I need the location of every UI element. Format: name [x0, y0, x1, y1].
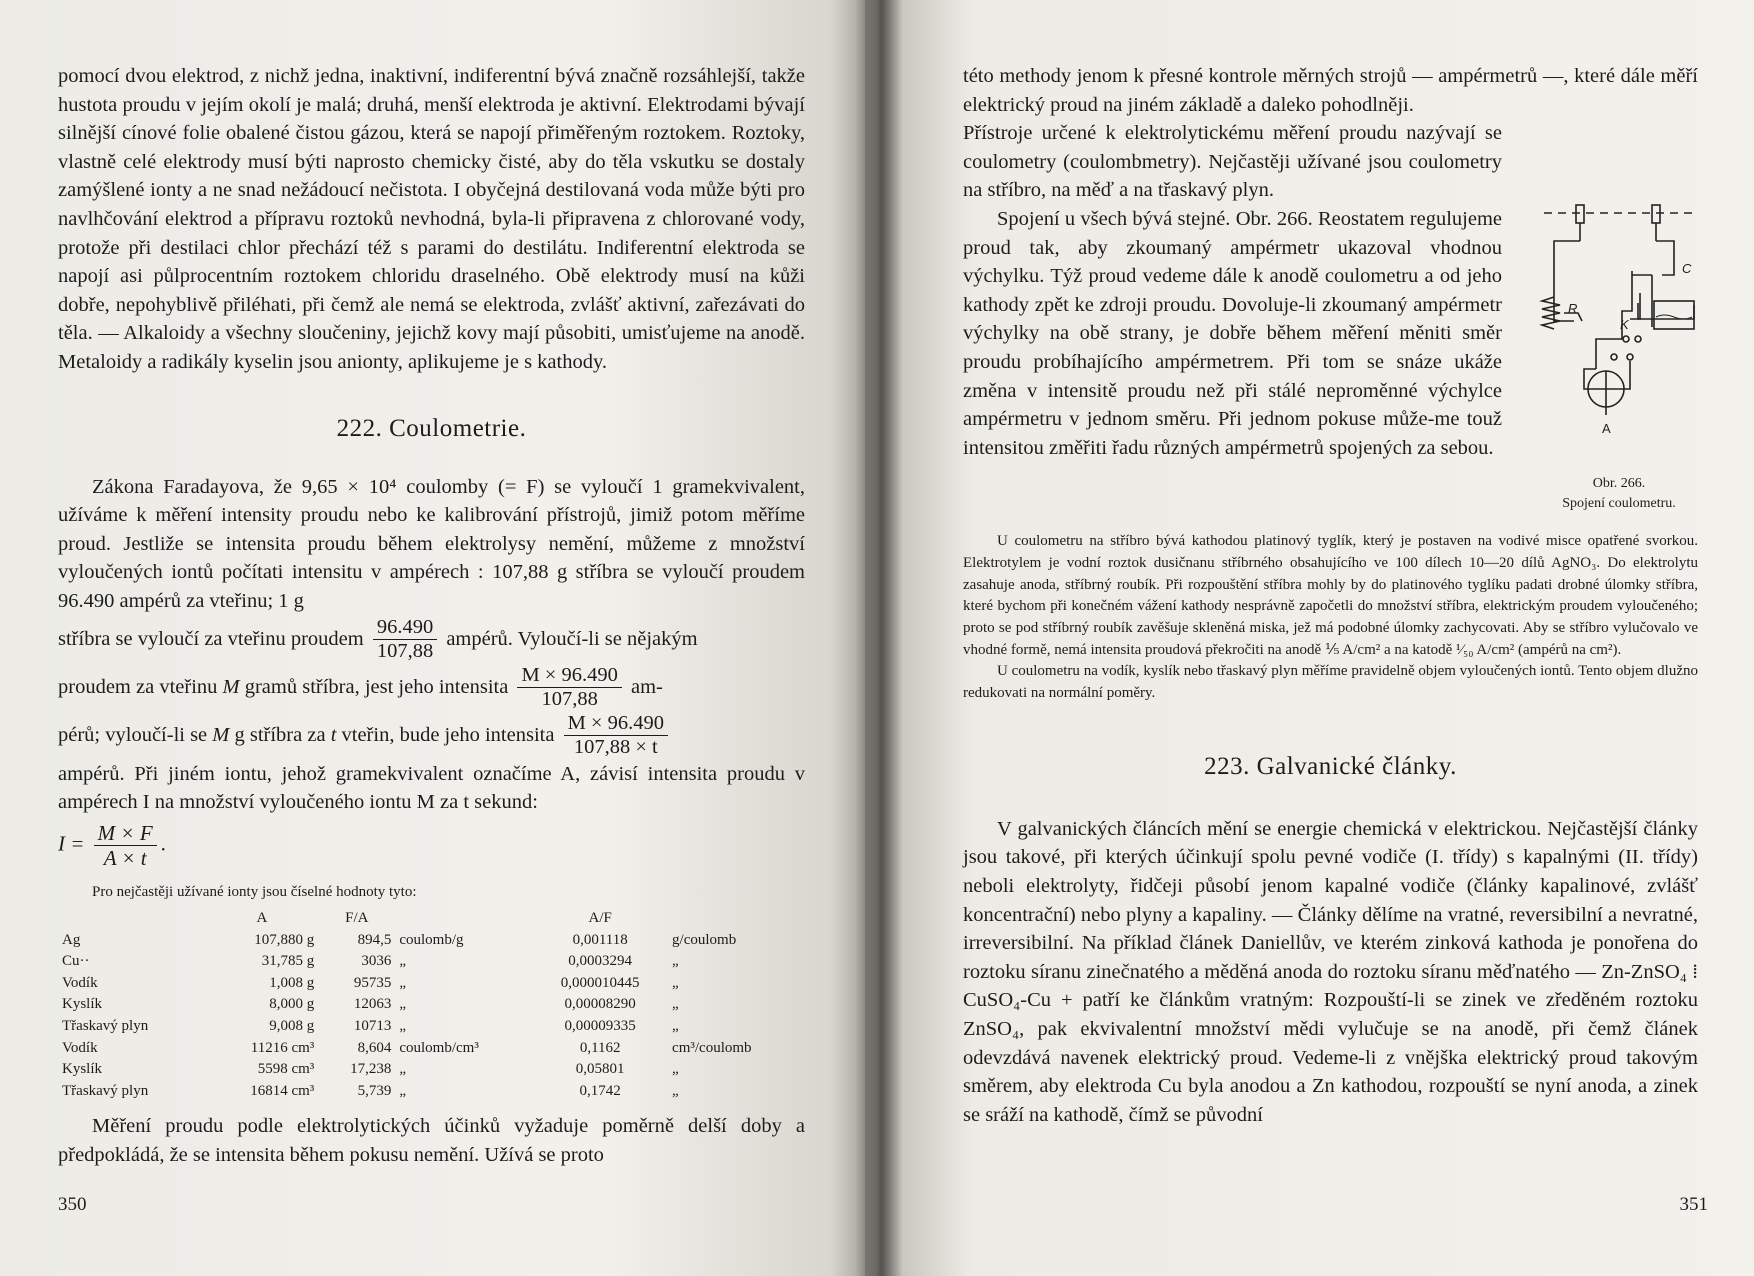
table-cell: Třaskavý plyn — [62, 1018, 149, 1035]
page-number-left: 350 — [58, 1194, 87, 1215]
label-K: K — [1620, 317, 1629, 333]
table-cell: Kyslík — [62, 1061, 103, 1078]
table-cell: 8,000 g — [269, 996, 315, 1013]
table-cell: coulomb/cm³ — [399, 1039, 479, 1056]
page-number-right: 351 — [1679, 1194, 1708, 1215]
table-cell: 0,0003294 — [568, 953, 633, 970]
small-print-notes — [963, 531, 1698, 705]
table-cell: 0,1742 — [579, 1082, 621, 1099]
left-paragraph-4: Měření proudu podle elektrolytických účinků vyžaduje poměrně delší doby a předpokládá, že se intensita během pokusu nemění. Užívá se proto — [58, 1115, 805, 1166]
table-cell: Vodík — [62, 1039, 98, 1056]
table-row — [58, 930, 805, 952]
table-cell: 5,739 — [357, 1082, 392, 1099]
section-heading-223: 223. Galvanické články. — [1204, 752, 1457, 780]
right-paragraph-1-top: této methody jenom k přesné kontrole měrných strojů — ampérmetrů —, které dále měří elektrický proud na jiném základě a daleko pohodlněji. — [963, 65, 1698, 116]
table-cell: 95735 — [353, 974, 392, 991]
figure-266 — [1524, 201, 1714, 513]
table-header-row: A F/A A/F — [256, 910, 612, 927]
table-cell: g/coulomb — [672, 931, 737, 948]
table-cell: „ — [672, 996, 679, 1013]
table-cell: 31,785 g — [261, 953, 315, 970]
right-paragraph-1-rest: Přístroje určené k elektrolytickému měření proudu nazývají se coulometry (coulombmetry). Nejčastěji užívané jsou coulometry na stříbro, na měď a na třaskavý plyn. — [963, 122, 1502, 202]
table-row — [58, 951, 805, 973]
table-cell: Cu·· — [62, 953, 90, 970]
table-cell: Kyslík — [62, 996, 103, 1013]
table-cell: 10713 — [353, 1018, 392, 1035]
table-cell: „ — [672, 1018, 679, 1035]
coulometer-circuit-diagram — [1534, 201, 1704, 451]
figure-caption-title: Obr. 266. — [1592, 476, 1646, 492]
table-cell: coulomb/g — [399, 931, 464, 948]
left-paragraph-3: ampérů. Při jiném iontu, jehož gramekvivalent označíme A, závisí intensita proudu v ampérech I na množství vyloučeného iontu M za t sekund: — [58, 762, 805, 814]
table-intro: Pro nejčastěji užívané ionty jsou číselné hodnoty tyto: — [92, 884, 417, 901]
table-row — [58, 1016, 805, 1038]
table-cell: 9,008 g — [269, 1018, 315, 1035]
figure-caption-subtitle: Spojení coulometru. — [1562, 496, 1676, 512]
table-cell: 17,238 — [350, 1061, 392, 1078]
table-cell: 5598 cm³ — [257, 1061, 315, 1078]
table-cell: „ — [672, 953, 679, 970]
label-A: A — [1602, 421, 1611, 437]
table-cell: „ — [399, 1061, 407, 1078]
fraction-3: $\frac{M \times 96.490}{107,88 \times t}$ — [564, 712, 668, 760]
table-row — [58, 1059, 805, 1081]
right-paragraph-3: V galvanických článcích mění se energie chemická v elektrickou. Nejčastější články jsou takové, při kterých účinkují spolu pevné vodiče (I. třídy) s kapalnými (II. třídy) neboli elektrolyty, řidčeji působí jenom kapalné vodiče (články kapalinové, zvlášť koncentrační) nebo plyny a kapaliny. — Články dělíme na vratné, reversibilní a nevratné, irreversibilní. Na příklad článek Daniellův, ve kterém zinková kathoda je ponořena do roztoku síranu zinečnatého a měděná anoda do roztoku síranu měďnatého — Zn-ZnSO₄ ⁞ CuSO₄-Cu + patří ke článkům vratným: Rozpouští-li se zinek ve zředěném roztoku ZnSO₄, pak ekvivalentní množství mědi vylučuje se na anodě, při čemž článek odevzdává navenek elektrický proud. Vedeme-li z vnějška elektrický proud takovým směrem, aby elektroda Cu byla anodou a Zn kathodou, rozpouští se nyní anoda, a zinek se sráží na kathodě, čímž se původní — [963, 817, 1698, 1126]
small-note-1: U coulometru na stříbro bývá kathodou platinový tyglík, který je postaven na vodivé misce opatřené svorkou. Elektrotylem je vodní roztok dusičnanu stříbrného obsahujícího ve 100 dílech 10—20 dílů AgNO₃. Do elektrolytu zasahuje anoda, stříbrný roubík. Při rozpouštění stříbra mohly by do platinového tyglíku padati drobné úlomky stříbra, které bychom při konečném vážení kathody nesprávně započetli do množství stříbra, elektrickým proudem vyloučeného; proto se pod stříbrný roubík zavěšuje skleněná miska, jež má podobné úlomky zachycovati. Aby se stříbro vylučovalo ve vhodné formě, nemá intensita proudová překročiti na anodě ⅕ A/cm² a na katodě ¹⁄₅₀ A/cm² (ampérů na cm²). — [963, 533, 1698, 658]
table-cell: 8,604 — [357, 1039, 392, 1056]
table-cell: „ — [399, 996, 407, 1013]
table-row — [58, 1081, 805, 1103]
table-row — [58, 1038, 805, 1060]
table-cell: 1,008 g — [269, 974, 315, 991]
left-paragraph-2: Zákona Faradayova, že 9,65 × 10⁴ coulomby (= F) se vyloučí 1 gramekvivalent, užíváme k měření intensity proudu nebo ke kalibrování přístrojů, jimiž potom měříme proud. Jestliže se intensita proudu během elektrolysy nemění, můžeme z množství vyloučených iontů počítati intensitu v ampérech : 107,88 g stříbra se vyloučí proudem 96.490 ampérů za vteřinu; 1 g — [58, 475, 805, 612]
table-cell: „ — [399, 974, 407, 991]
table-cell: 107,880 g — [254, 931, 315, 948]
table-cell: Vodík — [62, 974, 98, 991]
fraction-1: $\frac{96.490}{107,88}$ — [373, 616, 437, 664]
table-cell: „ — [672, 1082, 679, 1099]
label-R: R — [1568, 301, 1578, 317]
small-note-2: U coulometru na vodík, kyslík nebo třaskavý plyn měříme pravidelně objem vyloučených iontů. Tento objem dlužno redukovati na normální poměry. — [963, 663, 1698, 702]
table-cell: „ — [672, 974, 679, 991]
section-heading-222: 222. Coulometrie. — [336, 414, 527, 442]
math-line-1: stříbra se vyloučí za vteřinu proudem $\frac{96.490}{107,88}$ ampérů. Vyloučí-li se nějakým — [58, 615, 698, 663]
table-cell: „ — [399, 1082, 407, 1099]
table-cell: „ — [399, 953, 407, 970]
table-cell: 0,00008290 — [564, 996, 636, 1013]
table-cell: Ag — [62, 931, 81, 948]
table-cell: 0,000010445 — [560, 974, 640, 991]
table-row — [58, 994, 805, 1016]
table-cell: 16814 cm³ — [250, 1082, 315, 1099]
table-cell: 12063 — [353, 996, 392, 1013]
ion-values-table — [58, 908, 805, 1102]
table-cell: „ — [672, 1061, 679, 1078]
table-cell: 11216 cm³ — [250, 1039, 315, 1056]
table-row — [58, 973, 805, 995]
formula-intensity: I = $\frac{M \times F}{A \times t}$ . — [58, 821, 166, 871]
table-cell: 0,1162 — [579, 1039, 621, 1056]
table-cell: 0,00009335 — [564, 1018, 636, 1035]
left-page — [0, 0, 865, 1276]
table-cell: 894,5 — [357, 931, 392, 948]
math-line-2: proudem za vteřinu M gramů stříbra, jest jeho intensita $\frac{M \times 96.490}{107,88}$ am- — [58, 663, 663, 711]
left-paragraph-1: pomocí dvou elektrod, z nichž jedna, inaktivní, indiferentní bývá značně rozsáhlejší, takže hustota proudu v jejím okolí je malá; druhá, menší elektroda je aktivní. Elektrodami bývají silnější cínové folie obalené čistou gázou, která se napojí přiměřeným roztokem. Roztoky, vlastně celé elektrody musí býti naprosto chemicky čisté, aby do těla vskutku se dostaly zamýšlené ionty a ne snad nežádoucí nečistota. I obyčejná destilovaná voda může býti pro navlhčování elektrod a přípravu roztoků nevhodná, byla-li připravena z chlorované vody, protože při destilaci chlor přechází též s parami do destilátu. Indiferentní elektroda se napojí asi půlprocentním roztokem chloridu draselného. Obě elektrody musí na kůži dobře, nepohyblivě přiléhati, při čemž ale nemá se elektroda, zvlášť aktivní, zařezávati do těla. — Alkaloidy a všechny sloučeniny, jejichž kovy mají působiti, umisťujeme na anodě. Metaloidy a radikály kyselin jsou anionty, aplikujeme je s kathody. — [58, 65, 805, 373]
table-cell: „ — [399, 1018, 407, 1035]
right-page — [865, 0, 1754, 1276]
table-cell: 0,05801 — [575, 1061, 625, 1078]
right-paragraph-2: Spojení u všech bývá stejné. Obr. 266. Reostatem regulujeme proud tak, aby zkoumaný ampérmetr ukazoval vhodnou výchylku. Týž proud vedeme dále k anodě coulometru a od jeho kathody zpět ke zdroji proudu. Dovoluje-li zkoumaný ampérmetr výchylky na obě strany, je dobře během měření měniti směr proudu probíhajícího ampérmetrem. Při tom se snáze ukáže změna v intensitě proudu než při stálé neproměnné výchylce ampérmetru v jednom směru. Při jednom pokuse může-me touž intensitou změřiti řadu různých ampérmetrů spojených za sebou. — [963, 207, 1502, 459]
table-cell: cm³/coulomb — [672, 1039, 752, 1056]
table-cell: Třaskavý plyn — [62, 1082, 149, 1099]
fraction-2: $\frac{M \times 96.490}{107,88}$ — [517, 664, 621, 712]
math-line-3: pérů; vyloučí-li se M g stříbra za t vteřin, bude jeho intensita $\frac{M \times 96.490}{107,88 \times t}$ — [58, 712, 805, 760]
label-C: C — [1682, 261, 1692, 277]
table-cell: 0,001118 — [572, 931, 628, 948]
table-cell: 3036 — [361, 953, 392, 970]
